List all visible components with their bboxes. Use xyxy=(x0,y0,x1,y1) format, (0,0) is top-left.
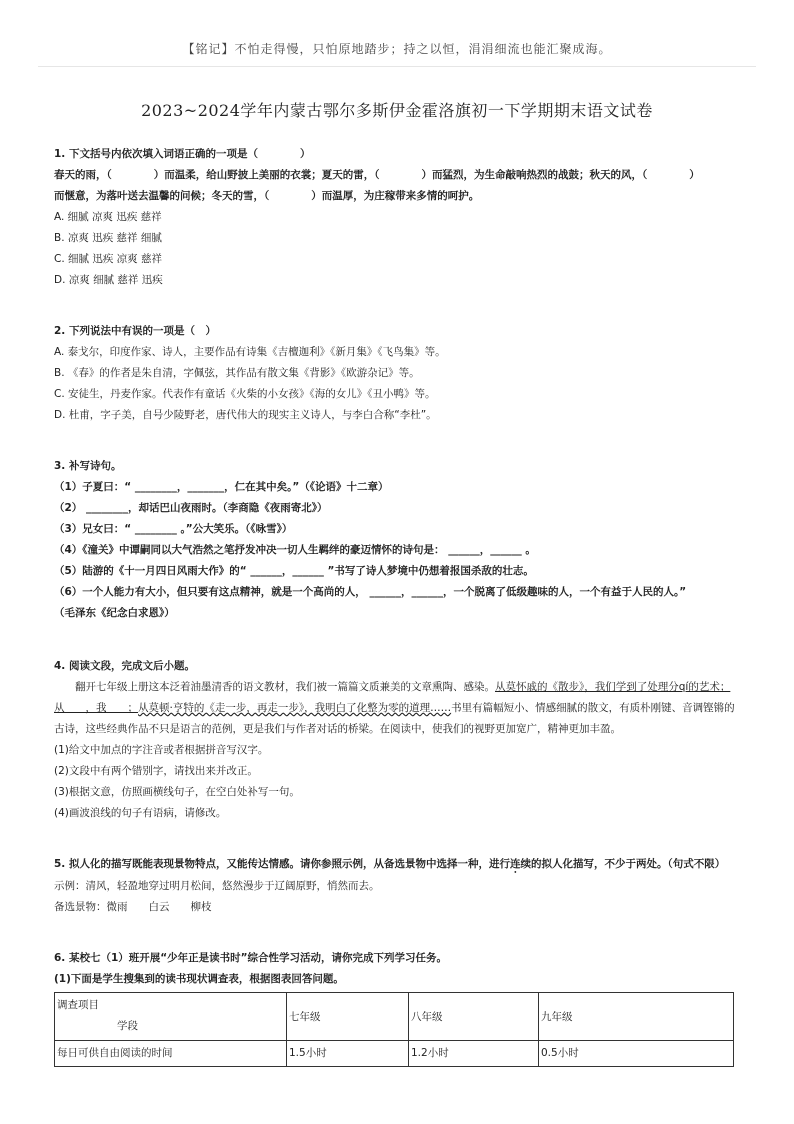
question-4 xyxy=(54,656,744,824)
question-1-passage-line: 春天的雨，（ ）而温柔，给山野披上美丽的衣裳；夏天的雷，（ ）而猛烈，为生命敲响热烈的战鼓；秋天的风，（ ） xyxy=(54,169,700,181)
table-cell: 0.5小时 xyxy=(539,1041,734,1067)
option-d: D. 凉爽 细腻 慈祥 迅疾 xyxy=(54,274,163,286)
option-a: A. 泰戈尔，印度作家、诗人，主要作品有诗集《吉檀迦利》《新月集》《飞鸟集》等。 xyxy=(54,346,446,358)
corner-label-top: 调查项目 xyxy=(57,999,99,1011)
question-3-stem: 3. 补写诗句。 xyxy=(54,460,122,472)
reading-passage xyxy=(54,677,744,740)
corner-label-bottom: 学段 xyxy=(117,1020,138,1032)
sub-question: (1)给文中加点的字注音或者根据拼音写汉字。 xyxy=(54,744,269,756)
exam-body xyxy=(54,144,744,1093)
question-6 xyxy=(54,948,744,1067)
question-5-stem: 5. 拟人化的描写既能表现景物特点，又能传达情感。请你参照示例，从备选景物中选择一种，进行连续的拟人化描写，不少于两处。（句式不限） xyxy=(54,858,726,870)
reading-survey-table xyxy=(54,992,734,1067)
column-header: 九年级 xyxy=(539,993,734,1041)
table-cell: 1.2小时 xyxy=(409,1041,539,1067)
option-b: B. 《春》的作者是朱自清，字佩弦，其作品有散文集《背影》《欧游杂记》等。 xyxy=(54,367,420,379)
option-a: A. 细腻 凉爽 迅疾 慈祥 xyxy=(54,211,162,223)
passage-text: 书里有篇幅短小、情感细腻的散文，有质朴刚键、音调铿锵的古诗，这些经典作品不只是语言的范例，更是我们与作者对话的桥梁。在阅读中，使我们的视野更加宽广，精神更加丰盈。 xyxy=(54,702,735,735)
question-2 xyxy=(54,321,744,426)
poem-fill-line: （毛泽东《纪念白求恩》） xyxy=(54,607,175,619)
underlined-sentence: 从莫怀戚的《散步》，我们学到了处理分qí的艺术；从 ，我 ； xyxy=(54,681,731,714)
example-text: 示例：清风，轻盈地穿过明月松间，悠然漫步于辽阔原野，悄然而去。 xyxy=(54,880,380,892)
table-cell: 1.5小时 xyxy=(287,1041,409,1067)
poem-fill-line: （1）子夏曰：“ ________，_______，仁在其中矣。”（《论语》十二章） xyxy=(54,481,389,493)
sub-question: (3)根据文意，仿照画横线句子，在空白处补写一句。 xyxy=(54,786,300,798)
sub-question: (4)画波浪线的句子有语病，请修改。 xyxy=(54,807,227,819)
question-1-stem: 1. 下文括号内依次填入词语正确的一项是（ ） xyxy=(54,148,311,160)
row-label: 每日可供自由阅读的时间 xyxy=(55,1041,287,1067)
table-corner-cell xyxy=(55,993,287,1041)
column-header: 八年级 xyxy=(409,993,539,1041)
option-c: C. 安徒生，丹麦作家。代表作有童话《火柴的小女孩》《海的女儿》《丑小鸭》等。 xyxy=(54,388,436,400)
poem-fill-line: （2） ________，却话巴山夜雨时。（李商隐《夜雨寄北》） xyxy=(54,502,328,514)
question-6-sub: (1)下面是学生搜集到的读书现状调查表，根据图表回答问题。 xyxy=(54,973,344,985)
motto-banner: 【铭记】不怕走得慢，只怕原地踏步；持之以恒，涓涓细流也能汇聚成海。 xyxy=(182,42,612,56)
passage-text: 翻开七年级上册这本泛着油墨清香的语文教材，我们被一篇篇文质兼美的文章熏陶、感染。 xyxy=(75,681,495,693)
question-2-stem: 2. 下列说法中有误的一项是（ ） xyxy=(54,325,216,337)
option-b: B. 凉爽 迅疾 慈祥 细腻 xyxy=(54,232,162,244)
sub-question: (2)文段中有两个错别字，请找出来并改正。 xyxy=(54,765,258,777)
option-d: D. 杜甫，字子美，自号少陵野老，唐代伟大的现实主义诗人，与李白合称“李杜”。 xyxy=(54,409,437,421)
question-4-stem: 4. 阅读文段，完成文后小题。 xyxy=(54,660,195,672)
table-row xyxy=(55,1041,734,1067)
question-1 xyxy=(54,144,744,291)
poem-fill-line: （5）陆游的《十一月四日风雨大作》的“ ______，______ ”书写了诗人梦境中仍想着报国杀敌的壮志。 xyxy=(54,565,534,577)
question-6-stem: 6. 某校七（1）班开展“少年正是读书时”综合性学习活动，请你完成下列学习任务。 xyxy=(54,952,448,964)
table-header-row xyxy=(55,993,734,1041)
poem-fill-line: （3）兄女曰：“ ________ 。”公大笑乐。（《咏雪》） xyxy=(54,523,293,535)
emphasis-dot-char: 连 xyxy=(509,858,521,870)
option-c: C. 细腻 迅疾 凉爽 慈祥 xyxy=(54,253,163,265)
poem-fill-line: （6）一个人能力有大小，但只要有这点精神，就是一个高尚的人， ______，______，一个脱离了低级趣味的人，一个有益于人民的人。” xyxy=(54,586,687,598)
question-1-passage-line: 而惬意，为落叶送去温馨的问候；冬天的雪，（ ）而温厚，为庄稼带来多情的呵护。 xyxy=(54,190,480,202)
exam-title: 2023~2024学年内蒙古鄂尔多斯伊金霍洛旗初一下学期期末语文试卷 xyxy=(141,101,653,120)
header-divider xyxy=(38,66,756,67)
column-header: 七年级 xyxy=(287,993,409,1041)
question-3 xyxy=(54,456,744,624)
candidate-scenes: 备选景物：微雨 白云 柳枝 xyxy=(54,901,212,913)
wavy-underlined-sentence: 从莫顿·亨特的《走一步，再走一步》，我明白了化整为零的道理…… xyxy=(138,702,452,714)
poem-fill-line: （4）《潼关》中谭嗣同以大气浩然之笔抒发冲决一切人生羁绊的豪迈情怀的诗句是： ______，______ 。 xyxy=(54,544,536,556)
question-5 xyxy=(54,854,744,918)
